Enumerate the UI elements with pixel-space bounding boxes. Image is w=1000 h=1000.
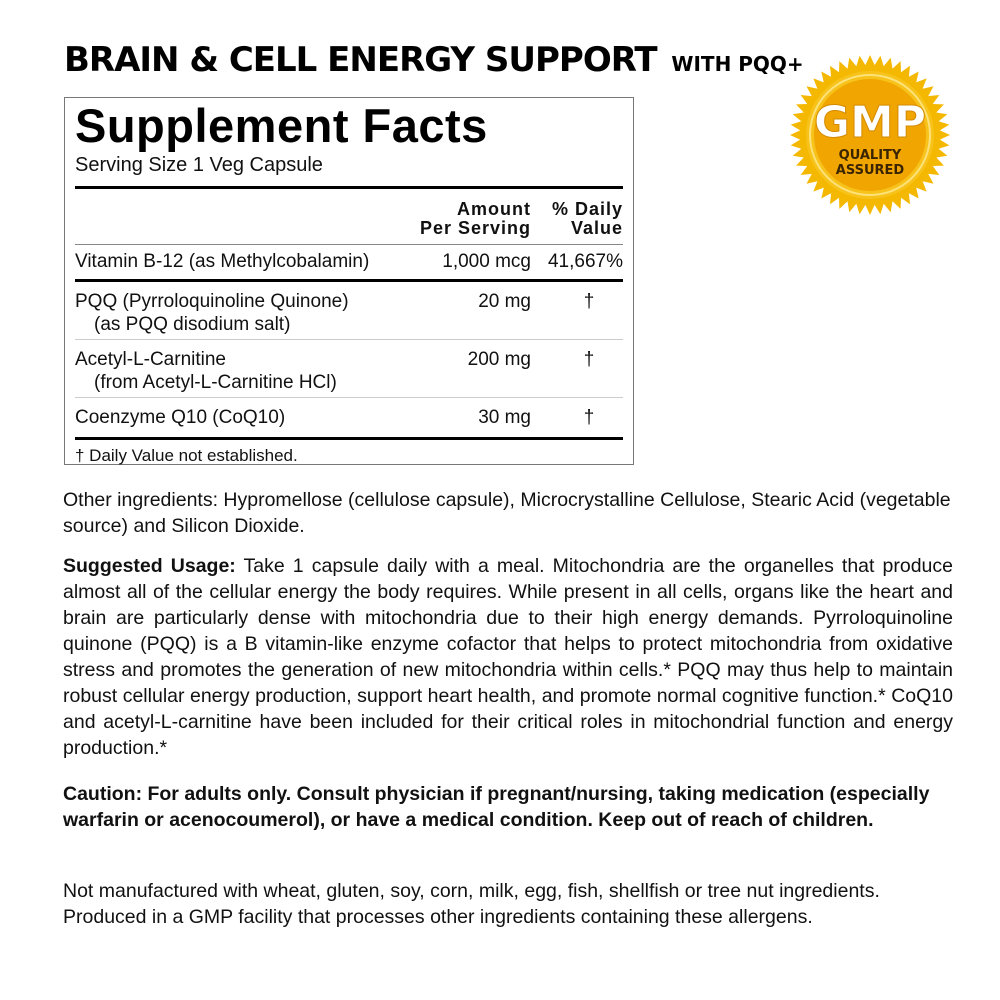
dv-header-line2: Value (570, 218, 623, 238)
headline-sub: WITH PQQ+ (671, 52, 804, 76)
nutrient-amount: 200 mg (467, 349, 531, 370)
nutrient-source: (from Acetyl-L-Carnitine HCl) (94, 372, 337, 393)
serving-size: Serving Size 1 Veg Capsule (75, 154, 323, 176)
nutrient-name: Vitamin B-12 (as Methylcobalamin) (75, 251, 370, 272)
nutrient-row (75, 340, 623, 398)
allergen-statement: Not manufactured with wheat, gluten, soy, corn, milk, egg, fish, shellfish or tree nut ingredients. Produced in a GMP facility that processes other ingredients containing these allergens. (63, 880, 880, 928)
gmp-quality-seal-icon (788, 53, 952, 217)
seal-gmp-text: GMP (813, 97, 927, 148)
amount-header-line1: Amount (457, 199, 531, 219)
nutrient-row (75, 282, 623, 340)
usage-text: Take 1 capsule daily with a meal. Mitochondria are the organelles that produce almost all of the cellular energy the body requires. While present in all cells, organs like the heart and brain are particularly dense with mitochondria due to their high energy demands. Pyrroloquinoline quinone (PQQ) is a B vitamin-like enzyme cofactor that helps to protect mitochondria from oxidative stress and promotes the generation of new mitochondria within cells.* PQQ may thus help to maintain robust cellular energy production, support heart health, and promote normal cognitive function.* CoQ10 and acetyl-L-carnitine have been included for their critical roles in mitochondrial function and energy production.* (63, 555, 953, 759)
nutrient-name: Coenzyme Q10 (CoQ10) (75, 407, 286, 428)
headline-main: BRAIN & CELL ENERGY SUPPORT (64, 40, 657, 80)
facts-title: Supplement Facts (75, 99, 488, 152)
nutrient-amount: 1,000 mcg (442, 251, 531, 272)
nutrient-amount: 30 mg (478, 407, 531, 428)
amount-header-line2: Per Serving (419, 218, 531, 238)
nutrient-row (75, 398, 623, 440)
supplement-facts-panel (64, 97, 634, 465)
amount-header (371, 200, 531, 238)
nutrient-name: Acetyl-L-Carnitine (75, 349, 226, 370)
nutrient-dv: 41,667% (547, 251, 623, 272)
nutrient-name: PQQ (Pyrroloquinoline Quinone) (75, 291, 349, 312)
caution-warning: Caution: For adults only. Consult physician if pregnant/nursing, taking medication (especially warfarin or acenocoumerol), or have a medical condition. Keep out of reach of children. (63, 783, 930, 831)
nutrient-dv: † (583, 407, 595, 428)
seal-line1: QUALITY (838, 148, 902, 163)
nutrient-amount: 20 mg (478, 291, 531, 312)
seal-line2: ASSURED (835, 163, 905, 178)
other-ingredients: Other ingredients: Hypromellose (cellulose capsule), Microcrystalline Cellulose, Stearic Acid (vegetable source) and Silicon Dioxide. (63, 489, 951, 537)
dv-header-line1: % Daily (551, 199, 623, 219)
nutrient-dv: † (583, 349, 595, 370)
nutrient-row-b12 (75, 245, 623, 282)
nutrient-dv: † (583, 291, 595, 312)
suggested-usage (63, 553, 953, 761)
product-headline (64, 40, 804, 80)
column-headers (75, 189, 623, 245)
dv-footnote: † Daily Value not established. (75, 446, 298, 465)
daily-value-header (531, 200, 623, 238)
usage-label: Suggested Usage: (63, 555, 236, 577)
nutrient-source: (as PQQ disodium salt) (94, 314, 291, 335)
